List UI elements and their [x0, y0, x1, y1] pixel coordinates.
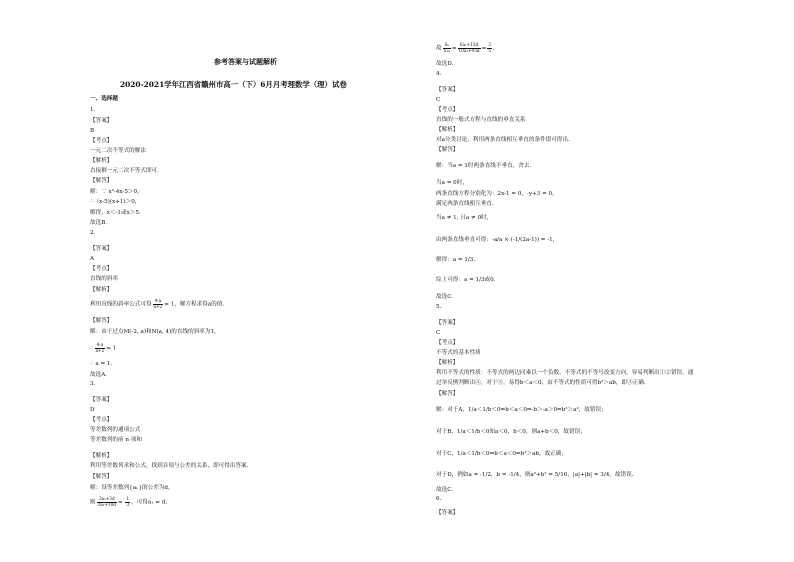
- fraction-numerator: 6a₁+15d: [458, 43, 481, 49]
- fraction-denominator: 10a₁+45d: [458, 47, 480, 53]
- q1-number: 1.: [90, 107, 96, 113]
- q3-result-pre: 故: [436, 45, 442, 52]
- q3-step-2-fraction: [97, 497, 117, 507]
- q3-answer-tag: 【答案】: [90, 397, 113, 403]
- fraction-denominator: a+2: [95, 347, 105, 353]
- q1-point: 一元二次不等式的解法: [90, 148, 146, 154]
- q4-analysis: 对a分类讨论，利用两条直线相互垂直的条件即可得出.: [436, 137, 570, 143]
- q3-analysis: 利用等差数列求和公式，找到首项与公差的关系，即可得出答案.: [90, 463, 249, 469]
- q1-step-2: ∴（x-5)(x+1)＞0，: [90, 199, 141, 205]
- q3-solution-tag: 【解答】: [90, 474, 113, 480]
- q1-answer: B: [90, 128, 95, 134]
- q3-step-2-pre: 则: [90, 499, 96, 506]
- q4-step-1: 解：当a = 1时两条直线不垂直，舍去.: [436, 163, 532, 169]
- q4-answer: C: [436, 97, 441, 103]
- q5-answer-tag: 【答案】: [436, 320, 459, 326]
- q3-step-1: 解：设等差数列{aₙ}的公差为d，: [90, 485, 174, 491]
- q1-solution-tag: 【解答】: [90, 178, 113, 184]
- q2-step-2-fraction: [95, 343, 106, 353]
- q3-choice: 故选D.: [436, 61, 454, 67]
- fraction-numerator: S₆: [444, 42, 449, 47]
- fraction-numerator: 3: [488, 42, 491, 47]
- q4-step-4: 满足两条直线相互垂直.: [436, 201, 494, 207]
- q5-point: 不等式的基本性质: [436, 350, 481, 356]
- q4-point: 直线的一般式方程与直线的垂直关系: [436, 117, 526, 123]
- q3-result-fraction-2: [458, 43, 481, 53]
- q3-step-2-fraction-2: [125, 497, 130, 507]
- q4-step-9: 故选C.: [436, 294, 454, 300]
- page-title: 参考答案与试题解析: [214, 57, 277, 66]
- q5-step-3: 对于C，1/a＜1/b＜0⇒b＜a＜0⇒b²＞ab，故正确；: [436, 451, 567, 457]
- q4-step-3: 两条直线方程分别化为：2x-1 = 0，-y+3 = 0，: [436, 191, 558, 197]
- q2-step-2-pre: ∴: [90, 345, 94, 352]
- fraction-denominator: 5: [488, 47, 491, 53]
- fraction-denominator: 3a₁+10d: [97, 501, 116, 507]
- q5-point-tag: 【考点】: [436, 340, 459, 346]
- q5-analysis-tag: 【解析】: [436, 360, 459, 366]
- q5-step-1: 解：对于A，1/a＜1/b＜0⇒b＜a＜0⇒-b＞-a＞0⇒b²＞a²，故错误；: [436, 407, 607, 413]
- fraction-numerator: 4-a: [95, 343, 106, 349]
- q2-step-2: [90, 343, 116, 353]
- q1-step-1: 解：∵ x²-4x-5＞0，: [90, 189, 143, 195]
- section-heading: 一、选择题: [90, 96, 118, 102]
- q2-answer: A: [90, 256, 95, 262]
- q1-analysis: 直接解一元二次不等式即可.: [90, 168, 159, 174]
- q3-result-fraction-3: [487, 43, 492, 53]
- q2-step-3: ∴ a = 1.: [90, 361, 113, 367]
- q3-result: [436, 43, 499, 53]
- q3-result-fraction-1: [443, 43, 451, 53]
- q2-analysis-fraction: [153, 299, 164, 309]
- q3-analysis-tag: 【解析】: [90, 453, 113, 459]
- q4-step-8: 综上可得：a = 1/3或0.: [436, 277, 496, 283]
- q2-analysis-tag: 【解析】: [90, 287, 113, 293]
- q2-analysis: [90, 299, 224, 309]
- q3-result-eq-2: =: [481, 45, 487, 52]
- q2-point-tag: 【考点】: [90, 266, 113, 272]
- q3-step-2-post: ，可得a₁ = d，: [131, 499, 171, 506]
- q4-point-tag: 【考点】: [436, 107, 459, 113]
- q3-step-2: [90, 497, 171, 507]
- q1-step-4: 故选B.: [90, 220, 108, 226]
- q3-point-1: 等差数列的通项公式: [90, 427, 141, 433]
- fraction-numerator: 3a₁+3d: [97, 497, 117, 503]
- fraction-numerator: 1: [126, 496, 130, 501]
- q4-solution-tag: 【解答】: [436, 147, 459, 153]
- q2-analysis-pre: 利用直线的斜率公式可得: [90, 301, 152, 308]
- q4-step-7: 解得：a = 1/3.: [436, 257, 476, 263]
- exam-subtitle: 2020-2021学年江西省赣州市高一（下）6月月考理数学（理）试卷: [120, 80, 347, 89]
- q5-answer: C: [436, 330, 441, 336]
- q3-step-2-mid: =: [117, 499, 125, 506]
- q5-step-4: 对于D，例如a = -1/2，b = -1/4，则a²+b² = 5/16，|a|+|b| = 3/4，故错误.: [436, 472, 634, 478]
- q4-step-5: 当a ≠ 1, 且a ≠ 0时，: [436, 215, 493, 221]
- q6-number: 6.: [436, 496, 442, 502]
- q2-step-1: 解：由于过点M(-2, a)和N(a, 4)的直线的斜率为1，: [90, 329, 220, 335]
- q3-point-tag: 【考点】: [90, 417, 113, 423]
- q2-analysis-post: = 1，解方程求得a的值.: [164, 301, 225, 308]
- q4-step-2: 当a = 0时，: [436, 180, 468, 186]
- q4-step-6: 由两条直线垂直可得：-a/a × (-1/(2a-1)) = -1，: [436, 237, 559, 243]
- q5-number: 5.: [436, 304, 442, 310]
- q5-step-2: 对于B，1/a＜1/b＜0知a＜0，b＜0，则a+b＜0，故错误；: [436, 429, 586, 435]
- q3-answer: D: [90, 407, 95, 413]
- q3-number: 3.: [90, 381, 96, 387]
- q4-number: 4.: [436, 71, 442, 77]
- q1-answer-tag: 【答案】: [90, 118, 113, 124]
- q5-step-5: 故选C.: [436, 487, 454, 493]
- q5-analysis-1: 利用不等式的性质：不等式的两边同乘以一个负数，不等式的不等号改变方向，容易判断出①②错误，通: [436, 370, 694, 376]
- q1-analysis-tag: 【解析】: [90, 158, 113, 164]
- q1-step-3: 解得，x＜-1或x＞5.: [90, 210, 141, 216]
- q5-analysis-2: 过举反例判断出④，对于③，易得b＜a＜0，由不等式的性质可得b²＞ab，即③正确.: [436, 380, 646, 386]
- q2-step-2-post: = 1: [106, 345, 117, 352]
- q2-step-4: 故选A.: [90, 372, 108, 378]
- fraction-denominator: a+2: [153, 303, 163, 309]
- q2-answer-tag: 【答案】: [90, 246, 113, 252]
- fraction-numerator: 4-a: [153, 299, 164, 305]
- q4-analysis-tag: 【解析】: [436, 127, 459, 133]
- q2-point: 直线的斜率: [90, 276, 118, 282]
- fraction-denominator: S₁₀: [443, 47, 450, 53]
- q2-number: 2.: [90, 230, 96, 236]
- fraction-denominator: 3: [126, 501, 130, 507]
- q4-answer-tag: 【答案】: [436, 87, 459, 93]
- q1-point-tag: 【考点】: [90, 138, 113, 144]
- q3-result-post: ，: [492, 45, 499, 52]
- q2-solution-tag: 【解答】: [90, 318, 113, 324]
- q3-result-eq: =: [451, 45, 457, 52]
- q6-answer-tag: 【答案】: [436, 510, 459, 516]
- q5-solution-tag: 【解答】: [436, 391, 459, 397]
- q3-point-2: 等差数列的前 n 项和: [90, 437, 142, 443]
